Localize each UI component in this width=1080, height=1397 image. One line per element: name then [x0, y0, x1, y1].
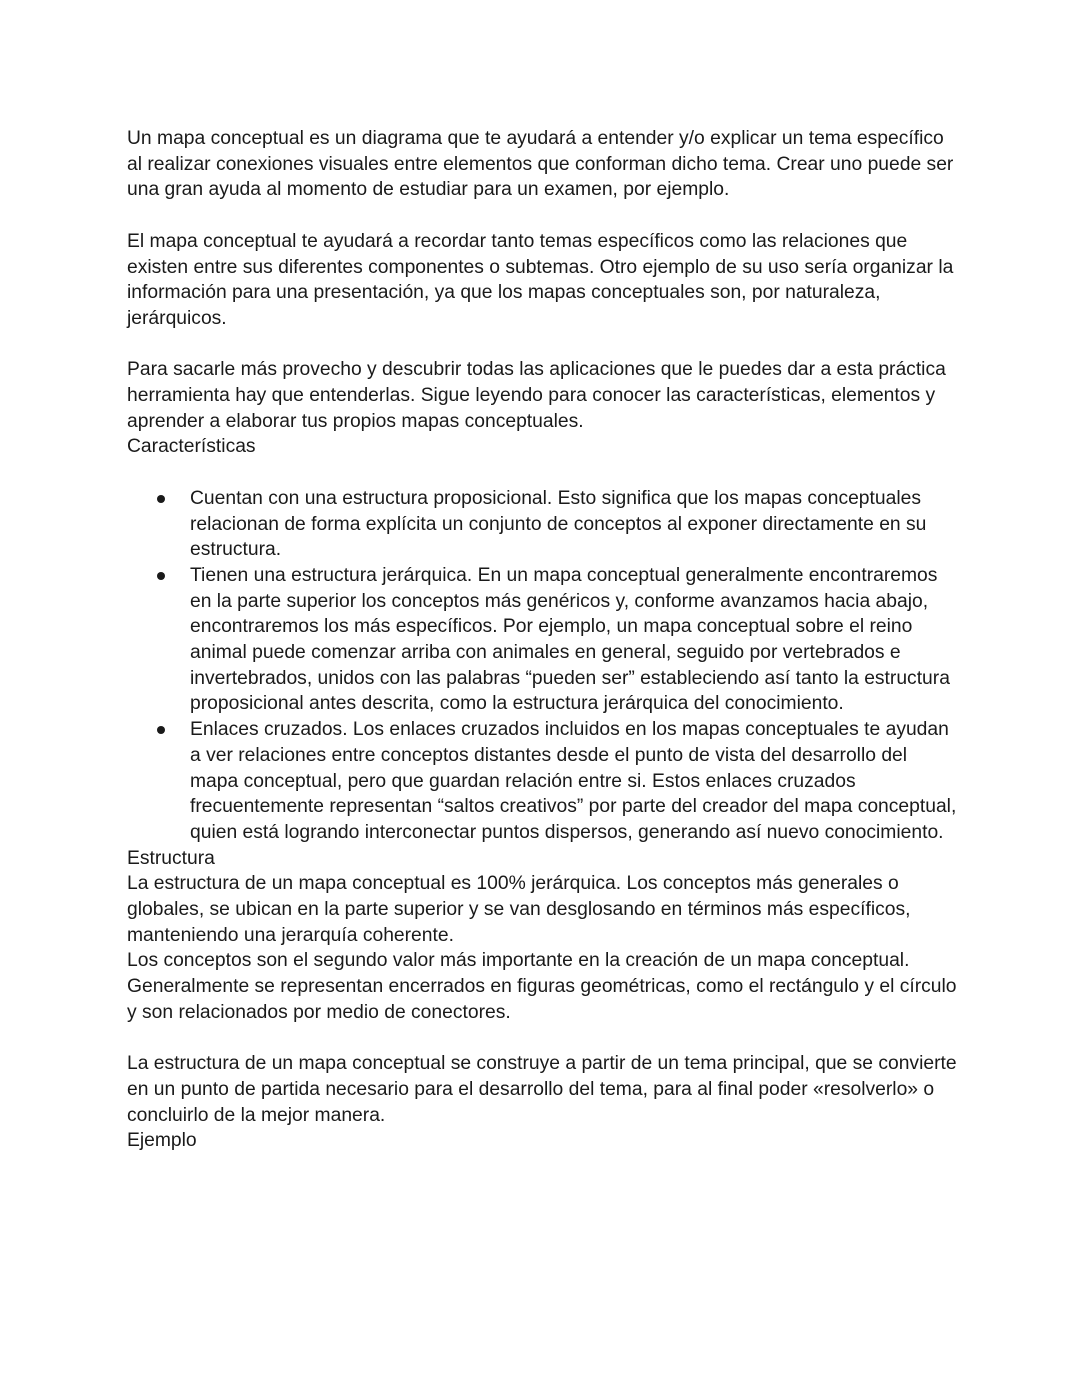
- paragraph-gap: [127, 1026, 957, 1052]
- paragraph-gap: [127, 203, 957, 229]
- estructura-paragraph-3: La estructura de un mapa conceptual se construye a partir de un tema principal, que se convierte en un punto de partida necesario para el desarrollo del tema, para al final poder «resolverlo» o concluirlo de la mejor manera.: [127, 1053, 957, 1126]
- list-item: [127, 563, 957, 717]
- intro-paragraph-3: Para sacarle más provecho y descubrir todas las aplicaciones que le puedes dar a esta práctica herramienta hay que entenderlas. Sigue leyendo para conocer las características, elementos y aprender a elaborar tus propios mapas conceptuales.: [127, 359, 946, 432]
- list-item: [127, 486, 957, 563]
- list-item-text: Tienen una estructura jerárquica. En un mapa conceptual generalmente encontraremos en la parte superior los conceptos más genéricos y, conforme avanzamos hacia abajo, encontraremos los más específicos. Por ejemplo, un mapa conceptual sobre el reino animal puede comenzar arriba con animales en general, seguido por vertebrados e invertebrados, unidos con las palabras “pueden ser” estableciendo así tanto la estructura proposicional antes descrita, como la estructura jerárquica del conocimiento.: [190, 564, 950, 715]
- list-item-text: Enlaces cruzados. Los enlaces cruzados incluidos en los mapas conceptuales te ayudan a ver relaciones entre conceptos distantes desde el punto de vista del desarrollo del mapa conceptual, pero que guardan relación entre si. Estos enlaces cruzados frecuentemente representan “saltos creativos” por parte del creador del mapa conceptual, quien está logrando interconectar puntos dispersos, generando así nuevo conocimiento.: [190, 719, 957, 843]
- bullet-icon: [157, 726, 165, 734]
- list-item-text: Cuentan con una estructura proposicional. Esto significa que los mapas conceptuales relacionan de forma explícita un conjunto de conceptos al exponer directamente en su estructura.: [190, 487, 927, 561]
- caracteristicas-list: [127, 486, 957, 846]
- list-item: [127, 717, 957, 846]
- heading-ejemplo: Ejemplo: [127, 1130, 197, 1152]
- intro-paragraph-2: El mapa conceptual te ayudará a recordar tanto temas específicos como las relaciones que existen entre sus diferentes componentes o subtemas. Otro ejemplo de su uso sería organizar la información para una presentación, ya que los mapas conceptuales son, por naturaleza, jerárquicos.: [127, 230, 954, 329]
- heading-caracteristicas: Características: [127, 436, 256, 458]
- heading-estructura: Estructura: [127, 847, 215, 869]
- estructura-paragraph-1: La estructura de un mapa conceptual es 100% jerárquica. Los conceptos más generales o globales, se ubican en la parte superior y se van desglosando en términos más específicos, manteniendo una jerarquía coherente.: [127, 873, 911, 946]
- bullet-icon: [157, 572, 165, 580]
- paragraph-gap: [127, 332, 957, 358]
- paragraph-gap: [127, 460, 957, 486]
- intro-paragraph-1: Un mapa conceptual es un diagrama que te ayudará a entender y/o explicar un tema específico al realizar conexiones visuales entre elementos que conforman dicho tema. Crear uno puede ser una gran ayuda al momento de estudiar para un examen, por ejemplo.: [127, 128, 954, 201]
- document-page: [127, 126, 957, 1154]
- bullet-icon: [157, 495, 165, 503]
- estructura-paragraph-2: Los conceptos son el segundo valor más importante en la creación de un mapa conceptual. Generalmente se representan encerrados en figuras geométricas, como el rectángulo y el círculo y son relacionados por medio de conectores.: [127, 950, 957, 1023]
